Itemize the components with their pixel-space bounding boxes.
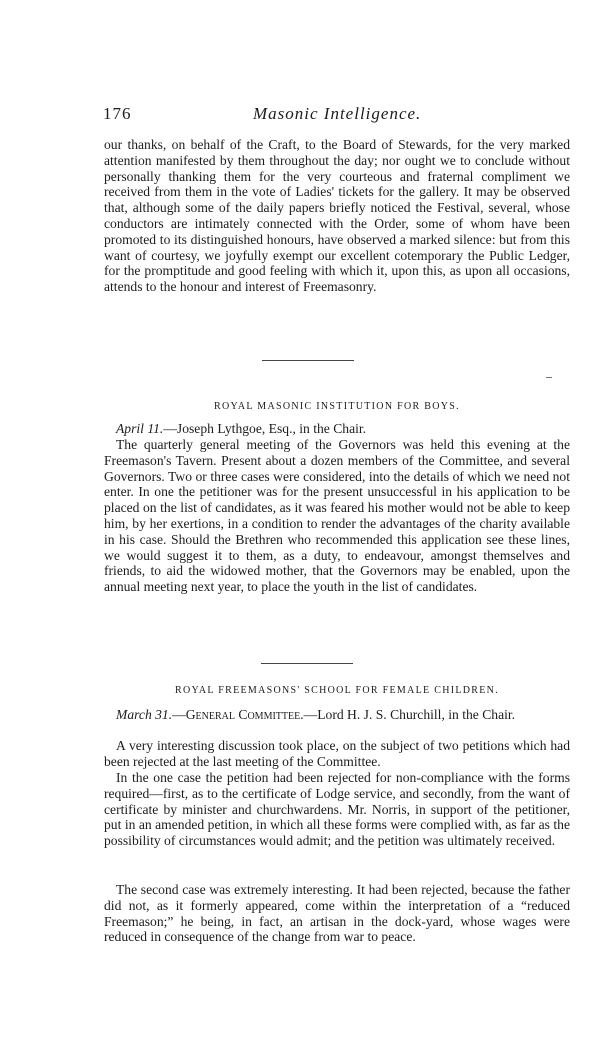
paragraph-girls-first-case: In the one case the petition had been rejected for non-compliance with the forms required—first, as to the certificate of Lodge service, and secondly, from the want of certificate by minister and churchwardens. Mr. Norris, in support of the petitioner, put in an amended petition, in which all these forms were complied with, as far as the possibility of circumstances would admit; and the petition was ultimately received. (104, 770, 570, 849)
section-divider-rule (261, 663, 353, 664)
page-number: 176 (103, 104, 132, 123)
meeting-date-line-boys (104, 421, 570, 437)
meeting-chair-girls: —Lord H. J. S. Churchill, in the Chair. (303, 707, 516, 722)
section-heading-girls: ROYAL FREEMASONS' SCHOOL FOR FEMALE CHILDREN. (174, 685, 500, 696)
meeting-chair-boys: —Joseph Lythgoe, Esq., in the Chair. (163, 421, 367, 436)
paragraph-girls-second-case: The second case was extremely interesting. It had been rejected, because the father did not, as it formerly appeared, come within the interpretation of a “reduced Freemason;” he being, in fact, an artisan in the dock-yard, whose wages were reduced in consequence of the change from war to peace. (104, 882, 570, 945)
paragraph-closing-festival: our thanks, on behalf of the Craft, to the Board of Stewards, for the very marked attention manifested by them throughout the day; nor ought we to conclude without personally thanking them for the very courteous and fraternal compliment we received from them in the vote of Ladies' tickets for the gallery. It may be observed that, although some of the daily papers briefly noticed the Festival, several, whose conductors are intimately connected with the Order, some of whom have been promoted to its distinguished honours, have observed a marked silence: but from this want of courtesy, we joyfully exempt our excellent cotemporary the Public Ledger, for the promptitude and good feeling with which it, upon this, as upon all occasions, attends to the honour and interest of Freemasonry. (104, 137, 570, 295)
page-header (103, 104, 568, 130)
running-title: Masonic Intelligence. (253, 104, 422, 123)
committee-label: —General Committee. (172, 707, 304, 722)
stray-mark (546, 377, 552, 378)
paragraph-girls-discussion: A very interesting discussion took place, on the subject of two petitions which had been rejected at the last meeting of the Committee. (104, 738, 570, 769)
meeting-date-girls: March 31. (116, 707, 173, 722)
meeting-date-line-girls (104, 707, 570, 723)
paragraph-boys-meeting: The quarterly general meeting of the Governors was held this evening at the Freemason's Tavern. Present about a dozen members of the Committee, and several Governors. Two or three cases were considered, into the details of which we need not enter. In one the petitioner was for the present unsuccessful in his application to be placed on the list of candidates, as it was feared his mother would not be able to keep him, by her exertions, in a condition to render the advantages of the charity available in his case. Should the Brethren who recommended this application see these lines, we would suggest it to them, as a duty, to endeavour, amongst themselves and friends, to aid the widowed mother, that the Governors may be enabled, upon the annual meeting next year, to place the youth in the list of candidates. (104, 437, 570, 595)
section-divider-rule (262, 360, 354, 361)
section-heading-boys: ROYAL MASONIC INSTITUTION FOR BOYS. (214, 401, 460, 412)
meeting-date-boys: April 11. (116, 421, 164, 436)
